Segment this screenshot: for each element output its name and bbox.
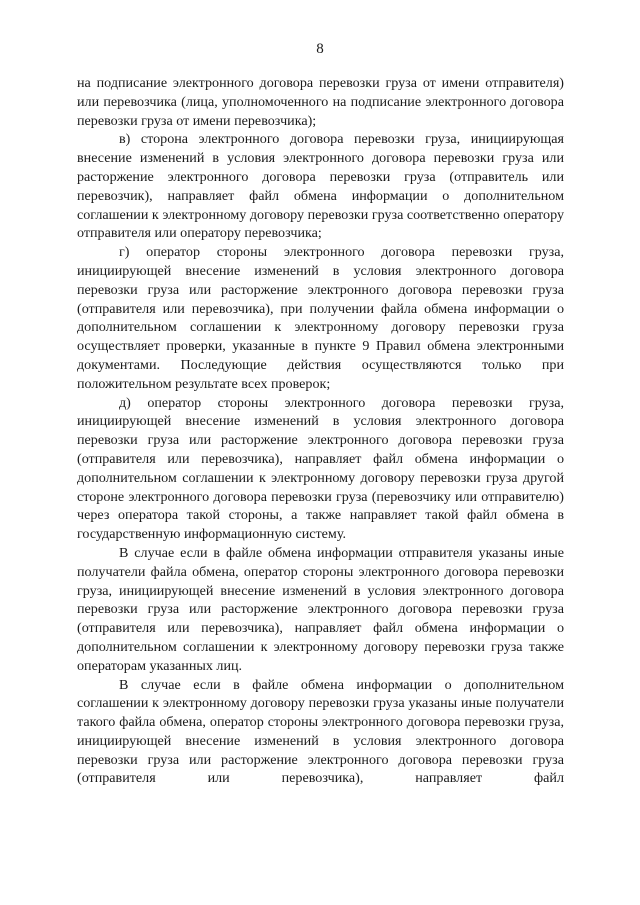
- page-number: 8: [316, 41, 324, 57]
- paragraph-other-recipients: В случае если в файле обмена информации отправителя указаны иные получатели файла обмена, оператор стороны электронного договора перевозки груза, инициирующей внесение изменений в условия электронного договора перевозки груза или расторжение электронного договора перевозки груза (отправителя или перевозчика), направляет файл обмена информации о дополнительном соглашении к электронному договору перевозки груза также операторам указанных лиц.: [77, 544, 564, 674]
- paragraph-item-g: г) оператор стороны электронного договора перевозки груза, инициирующей внесение изменений в условия электронного договора перевозки груза или расторжение электронного договора перевозки груза (отправителя или перевозчика), при получении файла обмена информации о дополнительном соглашении к электронному договору перевозки груза осуществляет проверки, указанные в пункте 9 Правил обмена электронными документами. Последующие действия осуществляются только при положительном результате всех проверок;: [77, 244, 564, 392]
- paragraph-additional-agreement-recipients: В случае если в файле обмена информации о дополнительном соглашении к электронному договору перевозки груза указаны иные получатели такого файла обмена, оператор стороны электронного договора перевозки груза, инициирующей внесение изменений в условия электронного договора перевозки груза или расторжение электронного договора перевозки груза (отправителя или перевозчика), направляет файл: [77, 676, 564, 787]
- paragraph-item-d: д) оператор стороны электронного договора перевозки груза, инициирующей внесение изменений в условия электронного договора перевозки груза или расторжение электронного договора перевозки груза (отправителя или перевозчика), направляет файл обмена информации о дополнительном соглашении к электронному договору перевозки груза другой стороне электронного договора перевозки груза (перевозчику или отправителю) через оператора такой стороны, а также направляет такой файл обмена в государственную информационную систему.: [77, 394, 564, 543]
- paragraph-continuation: на подписание электронного договора перевозки груза от имени отправителя) или перевозчика (лица, уполномоченного на подписание электронного договора перевозки груза от имени перевозчика);: [77, 75, 564, 129]
- page-body: [77, 74, 564, 788]
- paragraph-item-v: в) сторона электронного договора перевозки груза, инициирующая внесение изменений в условия электронного договора перевозки груза или расторжение электронного договора перевозки груза (отправитель или перевозчик), направляет файл обмена информации о дополнительном соглашении к электронному договору перевозки груза соответственно оператору отправителя или оператору перевозчика;: [77, 131, 564, 242]
